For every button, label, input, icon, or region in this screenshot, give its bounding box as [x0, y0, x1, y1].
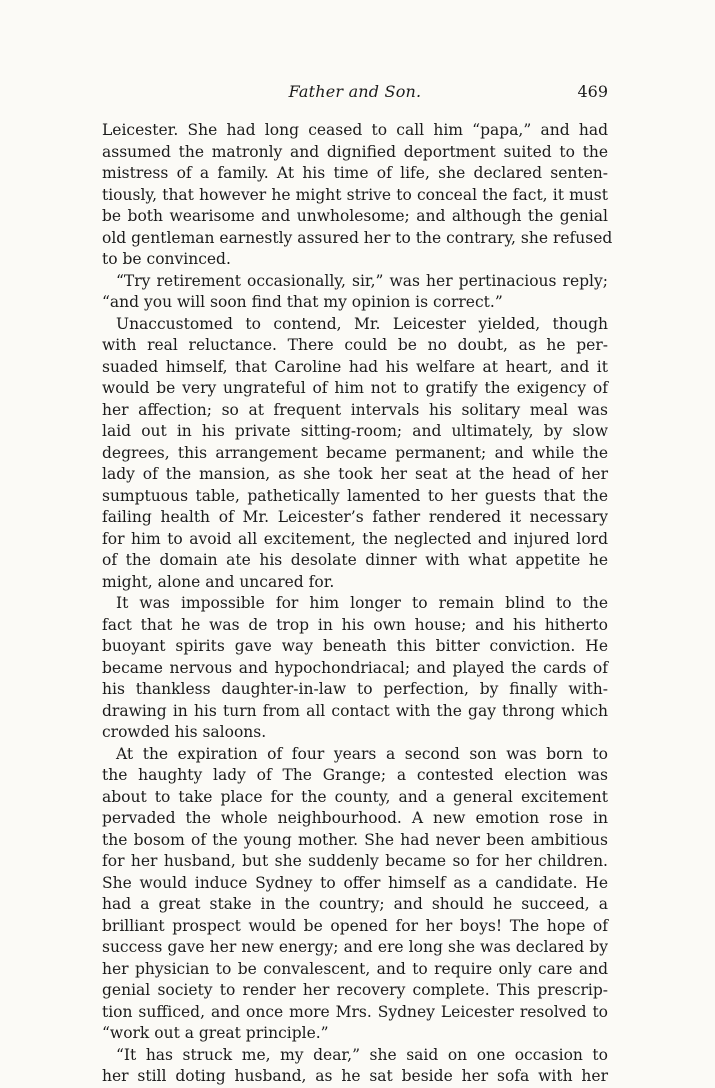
text-line: mistress of a family. At his time of life, she declared senten-	[102, 164, 608, 182]
text-line: crowded his saloons.	[102, 723, 267, 741]
text-line: with real reluctance. There could be no doubt, as he per-	[102, 336, 608, 354]
running-title: Father and Son.	[288, 82, 422, 101]
text-line: his thankless daughter-in-law to perfection, by finally with-	[102, 680, 608, 698]
text-line: be both wearisome and unwholesome; and although the genial	[102, 207, 608, 225]
book-page	[102, 82, 613, 1088]
text-line: tiously, that however he might strive to conceal the fact, it must	[102, 185, 608, 204]
text-line: fact that he was de trop in his own house; and his hitherto	[102, 615, 608, 634]
text-line: At the expiration of four years a second son was born to	[116, 744, 608, 763]
text-line: “Try retirement occasionally, sir,” was her pertinacious reply;	[116, 271, 608, 290]
text-line: might, alone and uncared for.	[102, 572, 335, 591]
text-line: drawing in his turn from all contact with the gay throng which	[102, 701, 608, 720]
text-line: buoyant spirits gave way beneath this bitter conviction. He	[102, 637, 608, 655]
text-line: “and you will soon find that my opinion is correct.”	[102, 293, 503, 311]
text-line: pervaded the whole neighbourhood. A new emotion rose in	[102, 809, 608, 827]
text-line: laid out in his private sitting-room; and ultimately, by slow	[102, 422, 608, 440]
text-line: Unaccustomed to contend, Mr. Leicester yielded, though	[116, 314, 608, 333]
page-number: 469	[577, 82, 608, 101]
text-line: genial society to render her recovery complete. This prescrip-	[102, 981, 608, 999]
text-line: suaded himself, that Caroline had his welfare at heart, and it	[102, 357, 608, 376]
text-line: of the domain ate his desolate dinner with what appetite he	[102, 551, 608, 569]
body-text	[102, 120, 613, 1088]
text-line: degrees, this arrangement became permanent; and while the	[102, 443, 608, 462]
text-line: to be convinced.	[102, 250, 231, 268]
text-line: success gave her new energy; and ere long she was declared by	[102, 938, 608, 956]
text-line: the haughty lady of The Grange; a contested election was	[102, 766, 608, 784]
text-line: assumed the matronly and dignified deportment suited to the	[102, 142, 608, 161]
text-line: her still doting husband, as he sat beside her sofa with her	[102, 1067, 608, 1085]
text-line: her physician to be convalescent, and to require only care and	[102, 959, 608, 978]
text-line: old gentleman earnestly assured her to the contrary, she refused	[102, 228, 613, 247]
text-line: tion sufficed, and once more Mrs. Sydney Leicester resolved to	[102, 1002, 608, 1021]
text-line: It was impossible for him longer to remain blind to the	[116, 594, 608, 612]
text-line: for her husband, but she suddenly became so for her children.	[102, 852, 608, 870]
text-line: lady of the mansion, as she took her seat at the head of her	[102, 465, 608, 483]
text-line: the bosom of the young mother. She had never been ambitious	[102, 830, 608, 849]
text-line: She would induce Sydney to offer himself as a candidate. He	[102, 873, 608, 892]
text-line: for him to avoid all excitement, the neglected and injured lord	[102, 529, 608, 548]
text-line: brilliant prospect would be opened for her boys! The hope of	[102, 916, 608, 935]
text-line: Leicester. She had long ceased to call him “papa,” and had	[102, 121, 608, 139]
text-line: became nervous and hypochondriacal; and played the cards of	[102, 658, 608, 677]
text-line: had a great stake in the country; and should he succeed, a	[102, 895, 608, 913]
text-line: her affection; so at frequent intervals his solitary meal was	[102, 400, 608, 419]
text-line: “It has struck me, my dear,” she said on one occasion to	[116, 1045, 608, 1064]
text-line: “work out a great principle.”	[102, 1024, 329, 1042]
text-line: failing health of Mr. Leicester’s father rendered it necessary	[102, 508, 608, 526]
text-line: about to take place for the county, and a general excitement	[102, 787, 608, 806]
page-header	[102, 82, 608, 110]
text-line: sumptuous table, pathetically lamented to her guests that the	[102, 486, 608, 505]
text-line: would be very ungrateful of him not to gratify the exigency of	[102, 379, 608, 397]
